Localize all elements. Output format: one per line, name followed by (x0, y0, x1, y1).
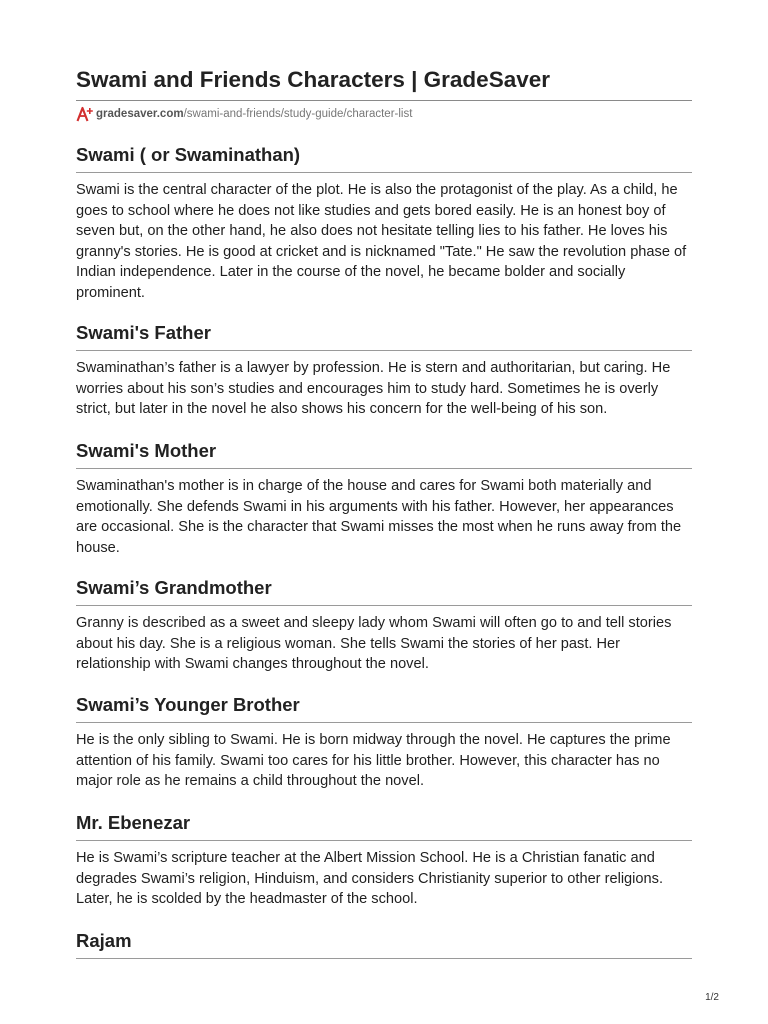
section-body: Swami is the central character of the plot. He is also the protagonist of the play. As a child, he goes to school where he does not like studies and gets bored easily. He is an honest boy of seven but, on the other hand, he also does not hesitate telling lies to his father. He loves his granny's stories. He is good at cricket and is nicknamed "Tate." He saw the revolution phase of Indian independence. Later in the course of the novel, he became bolder and socially prominent. (76, 182, 687, 301)
section-heading: Rajam (76, 929, 692, 959)
source-path[interactable]: /swami-and-friends/study-guide/character-list (183, 108, 413, 120)
source-link[interactable] (76, 105, 412, 123)
section-rajam (76, 929, 692, 959)
section-heading: Swami’s Grandmother (76, 576, 692, 606)
section-body: He is the only sibling to Swami. He is born midway through the novel. He captures the prime attention of his family. Swami too cares for his little brother. However, this character has no major role as he remains a child throughout the novel. (76, 732, 671, 789)
section-swamis-younger-brother (76, 693, 692, 792)
page-number: 1/2 (705, 992, 719, 1003)
page-title: Swami and Friends Characters | GradeSaver (76, 66, 692, 101)
section-swamis-mother (76, 439, 692, 558)
section-heading: Mr. Ebenezar (76, 811, 692, 841)
section-heading: Swami’s Younger Brother (76, 693, 692, 723)
section-heading: Swami's Mother (76, 439, 692, 469)
section-swamis-father (76, 321, 692, 420)
section-body: Swaminathan's mother is in charge of the house and cares for Swami both materially and emotionally. She defends Swami in his arguments with his father. However, her appearances are occasional. She is the character that Swami misses the most when he runs away from the house. (76, 478, 682, 556)
section-heading: Swami's Father (76, 321, 692, 351)
section-heading: Swami ( or Swaminathan) (76, 143, 692, 173)
section-mr-ebenezar (76, 811, 692, 910)
section-body: He is Swami’s scripture teacher at the Albert Mission School. He is a Christian fanatic and degrades Swami’s religion, Hinduism, and considers Christianity superior to other religions. Later, he is scolded by the headmaster of the school. (76, 850, 663, 907)
section-body: Swaminathan’s father is a lawyer by profession. He is stern and authoritarian, but caring. He worries about his son’s studies and encourages him to study hard. Sometimes he is overly strict, but later in the novel he also shows his concern for the well-being of his son. (76, 360, 671, 417)
section-body: Granny is described as a sweet and sleepy lady whom Swami will often go to and tell stories about his day. She is a religious woman. She tells Swami the stories of her past. Her relationship with Swami changes throughout the novel. (76, 615, 672, 672)
section-swamis-grandmother (76, 576, 692, 675)
source-domain[interactable]: gradesaver.com (96, 108, 184, 120)
gradesaver-logo-icon (76, 105, 94, 123)
section-swami (76, 143, 692, 303)
